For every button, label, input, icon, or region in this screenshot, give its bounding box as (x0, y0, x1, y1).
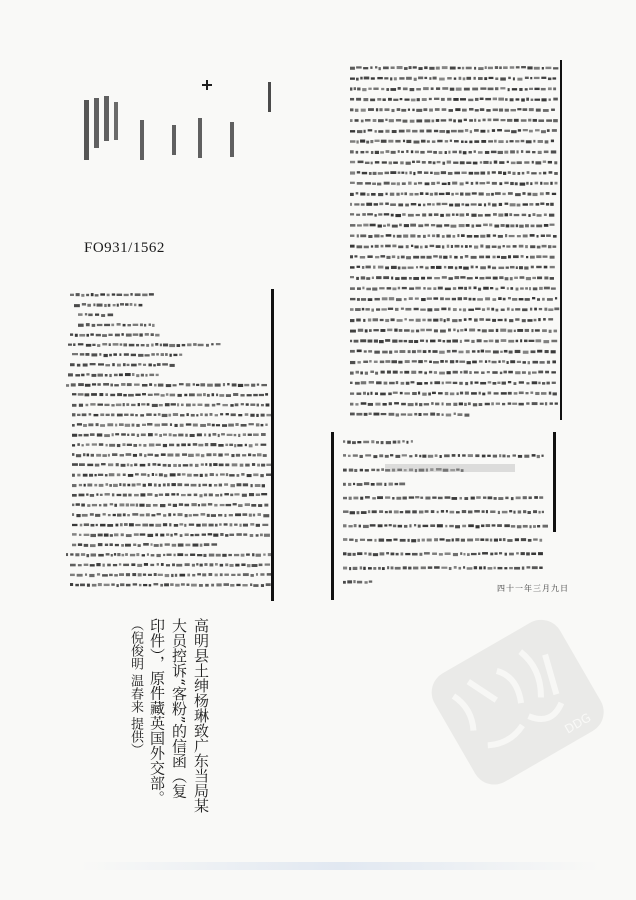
caption-line-3: 印件），原件藏英国外交部。 (148, 618, 166, 806)
caption-line-2: 大员控诉“客粉”的信函（复 (170, 618, 188, 799)
watermark-seal (425, 605, 610, 800)
watermark-label: DDG (562, 710, 594, 737)
caption-line-1: 高明县土绅杨琳致广东当局某 (192, 618, 210, 813)
letter-page-right-upper (340, 60, 570, 430)
letter-page-left (60, 285, 280, 605)
handwritten-fragment-top-left (80, 70, 280, 170)
letter-page-right-lower (325, 430, 565, 605)
stamp-footer: 四十一年三月九日 (497, 584, 569, 593)
document-reference-number: FO931/1562 (84, 240, 165, 256)
caption-credit: （倪俊明 温春来 提供） (128, 618, 143, 757)
scan-edge-band (80, 862, 600, 870)
caption-text (82, 618, 212, 830)
